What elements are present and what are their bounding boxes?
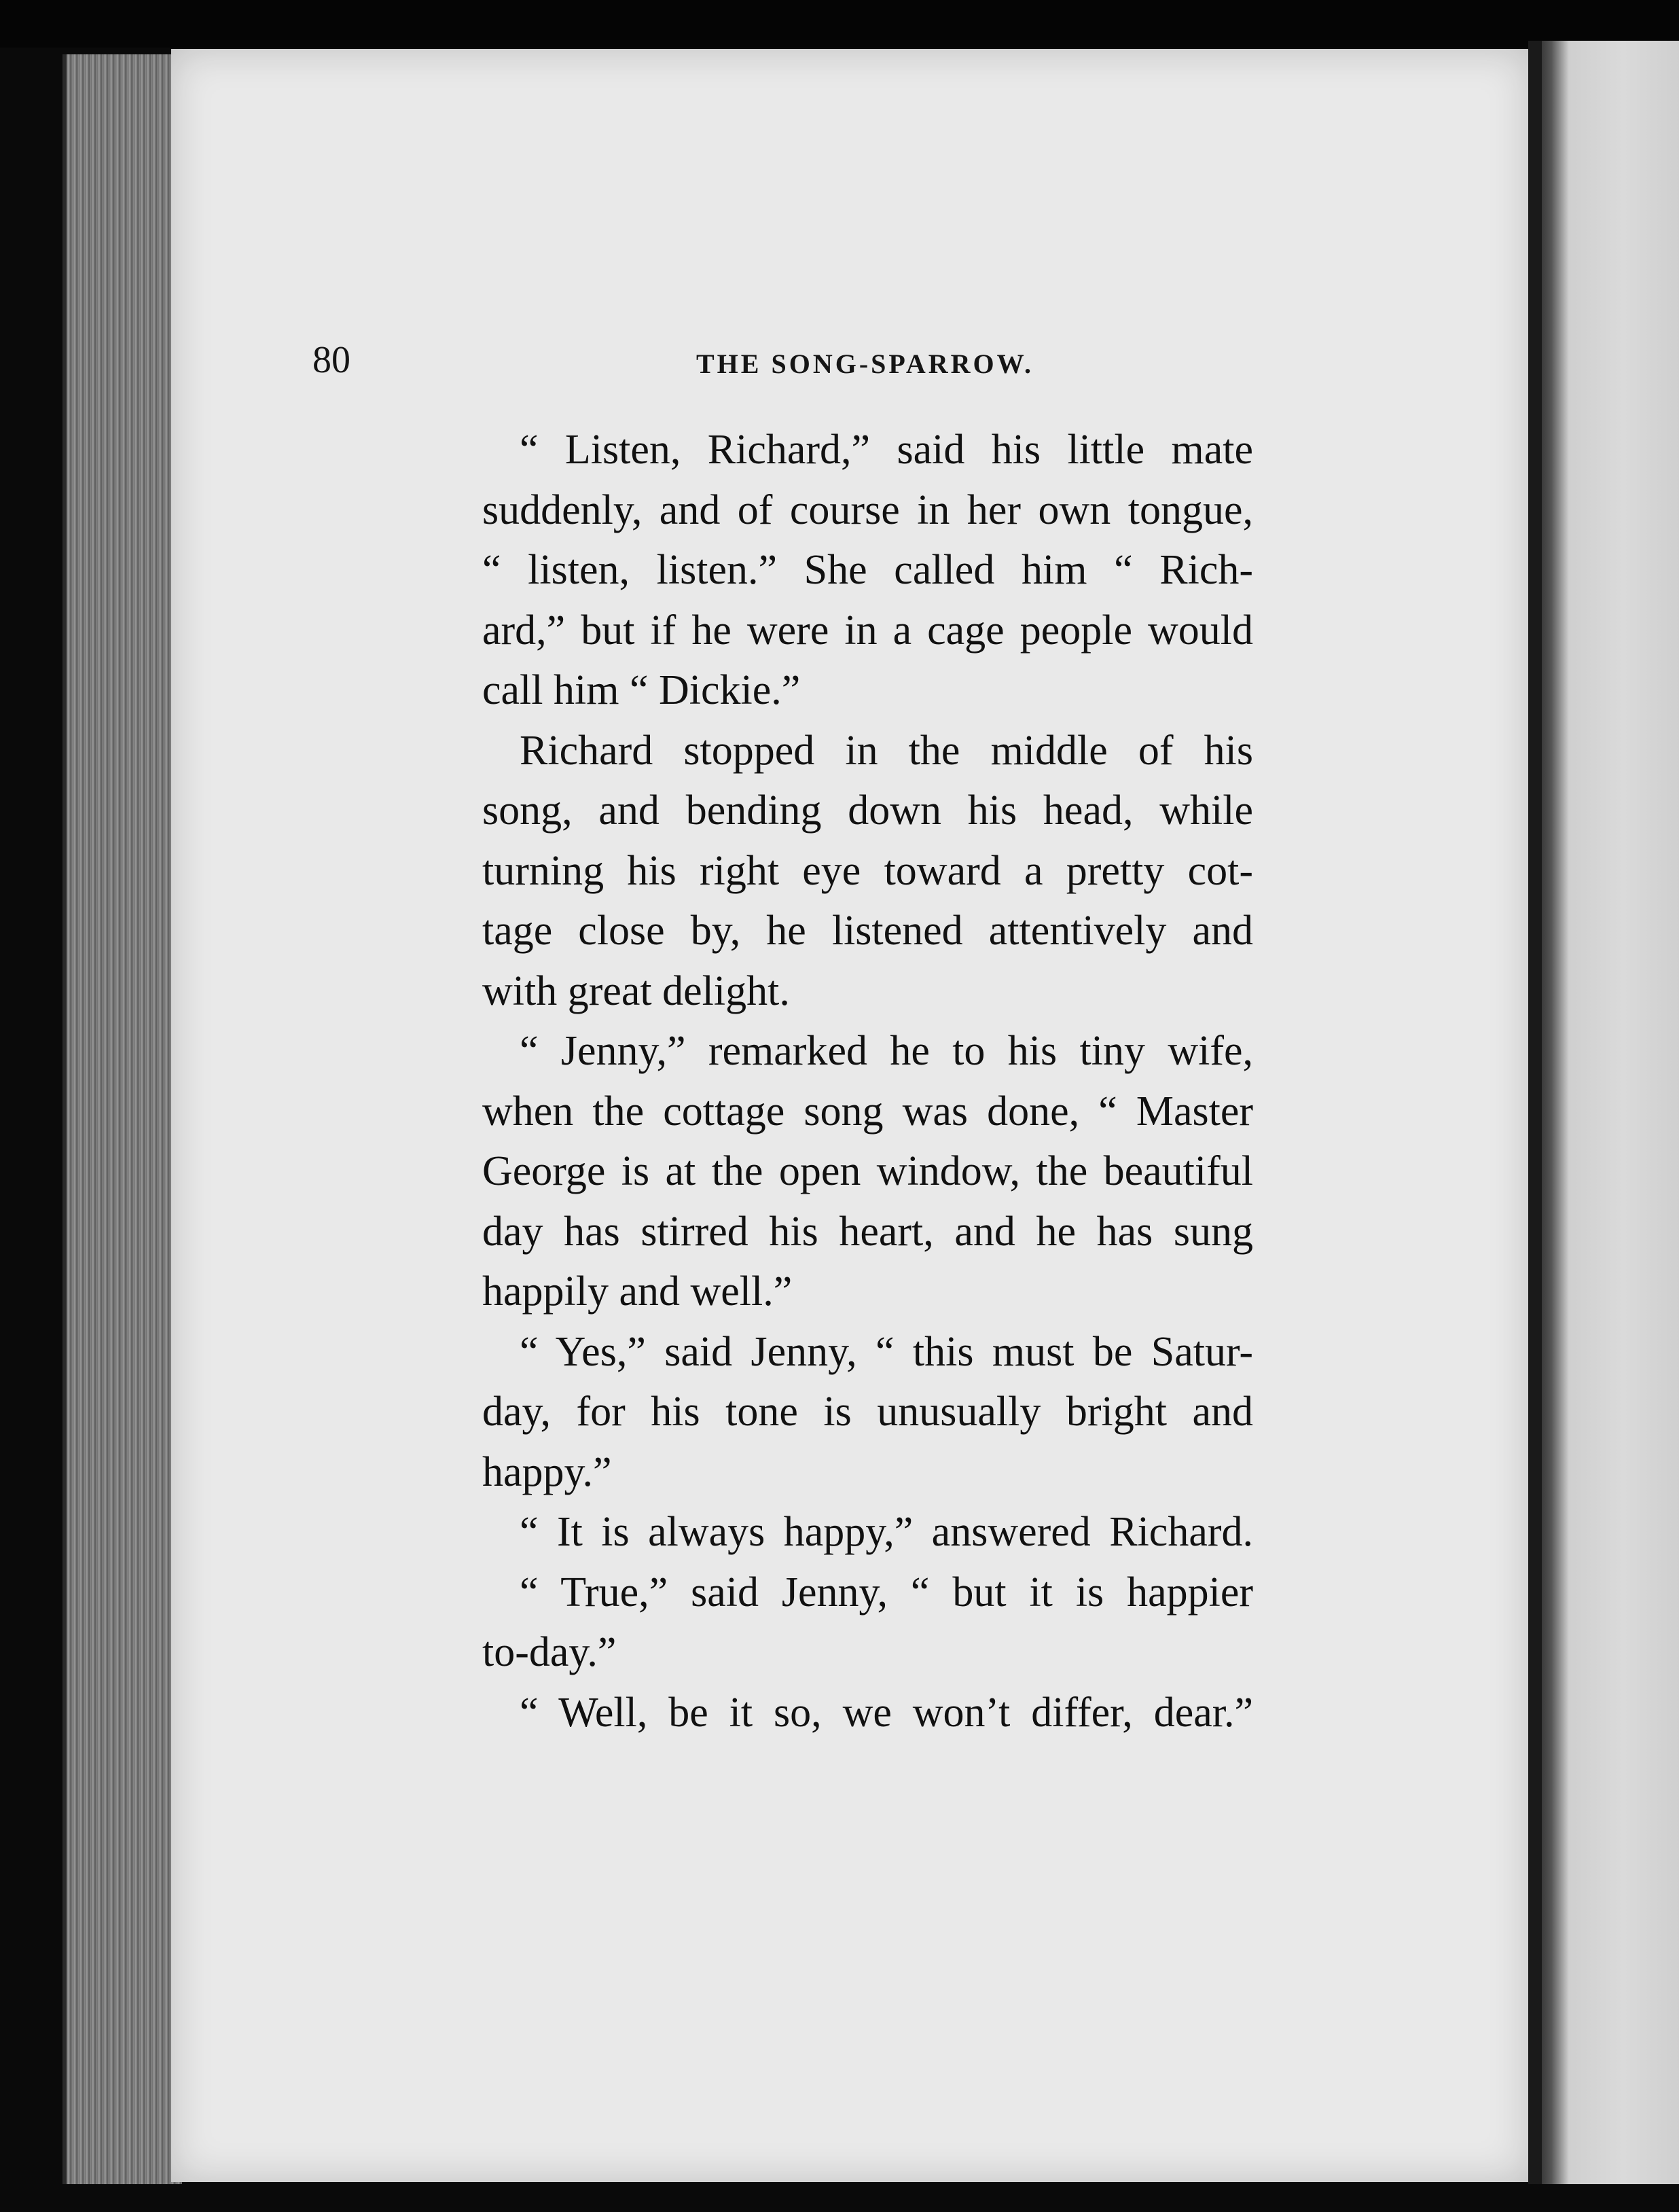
text-line: when the cottage song was done, “ Master: [482, 1088, 1253, 1135]
scan-border-bottom: [0, 2184, 1679, 2212]
text-line: with great delight.: [482, 967, 790, 1014]
text-line: turning his right eye toward a pretty cot-: [482, 847, 1253, 894]
text-line: “ True,” said Jenny, “ but it is happier: [520, 1569, 1253, 1616]
text-line: day, for his tone is unusually bright and: [482, 1389, 1253, 1435]
page-number: 80: [312, 339, 350, 381]
text-line: George is at the open window, the beautiful: [482, 1148, 1253, 1194]
text-line: happily and well.”: [482, 1268, 793, 1315]
text-line: song, and bending down his head, while: [482, 787, 1253, 834]
text-line: call him “ Dickie.”: [482, 667, 801, 713]
text-line: suddenly, and of course in her own tongue,: [482, 486, 1253, 533]
text-line: Richard stopped in the middle of his: [520, 727, 1253, 774]
text-line: ard,” but if he were in a cage people would: [482, 607, 1253, 654]
text-line: “ Yes,” said Jenny, “ this must be Satur-: [520, 1328, 1253, 1375]
text-line: “ Listen, Richard,” said his little mate: [520, 427, 1253, 473]
book-page-edges: [62, 54, 182, 2194]
text-line: “ Well, be it so, we won’t differ, dear.”: [520, 1689, 1253, 1736]
text-line: “ listen, listen.” She called him “ Rich-: [482, 547, 1253, 593]
scan-border-top: [0, 0, 1679, 48]
facing-page-edge: [1542, 41, 1679, 2194]
text-line: tage close by, he listened attentively and: [482, 908, 1253, 954]
running-head: [312, 333, 1277, 387]
text-line: “ It is always happy,” answered Richard.: [520, 1509, 1253, 1555]
body-text: [482, 420, 1253, 1743]
running-title: THE SONG-SPARROW.: [696, 349, 1034, 379]
text-line: happy.”: [482, 1448, 612, 1495]
text-line: “ Jenny,” remarked he to his tiny wife,: [520, 1028, 1253, 1074]
text-line: to-day.”: [482, 1629, 617, 1675]
text-line: day has stirred his heart, and he has sung: [482, 1208, 1253, 1255]
